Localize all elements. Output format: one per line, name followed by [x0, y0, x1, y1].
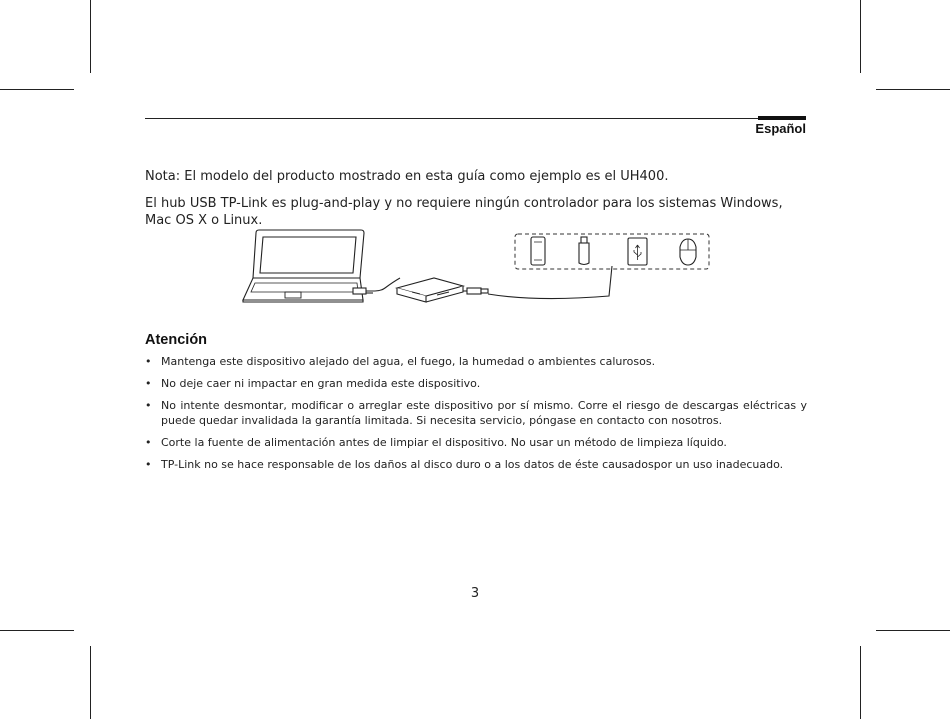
attention-heading: Atención: [145, 332, 208, 348]
crop-mark-bottom-left-horizontal: [0, 630, 74, 631]
mouse-icon: [680, 239, 696, 265]
crop-mark-bottom-left-vertical: [90, 646, 91, 719]
bullet: •: [145, 458, 152, 471]
product-note: Nota: El modelo del producto mostrado en esta guía como ejemplo es el UH400.: [145, 169, 669, 184]
usb-hub-icon: [397, 278, 463, 302]
intro-paragraph: El hub USB TP-Link es plug-and-play y no requiere ningún controlador para los sistemas Windows, Mac OS X o Linux.: [145, 196, 783, 228]
bullet: •: [145, 399, 152, 412]
bullet: •: [145, 377, 152, 390]
list-item: [145, 354, 807, 369]
warning-list: [145, 354, 807, 479]
header-rule: [145, 118, 806, 119]
crop-mark-bottom-right-horizontal: [876, 630, 950, 631]
usb-device-icon: [628, 238, 647, 265]
bullet: •: [145, 355, 152, 368]
crop-mark-top-left-vertical: [90, 0, 91, 73]
language-tab-marker: [758, 116, 806, 120]
crop-mark-top-left-horizontal: [0, 89, 74, 90]
warning-text: Corte la fuente de alimentación antes de limpiar el dispositivo. No usar un método de limpieza líquido.: [161, 436, 727, 449]
language-label: Español: [755, 121, 806, 136]
warning-text: No deje caer ni impactar en gran medida este dispositivo.: [161, 377, 481, 390]
warning-text: TP-Link no se hace responsable de los daños al disco duro o a los datos de éste causadospor un uso inadecuado.: [161, 458, 784, 471]
list-item: [145, 376, 807, 391]
warning-text: Mantenga este dispositivo alejado del agua, el fuego, la humedad o ambientes calurosos.: [161, 355, 656, 368]
laptop-icon: [243, 230, 364, 302]
crop-mark-top-right-horizontal: [876, 89, 950, 90]
crop-mark-top-right-vertical: [860, 0, 861, 73]
warning-text: No intente desmontar, modificar o arreglar este dispositivo por sí mismo. Corre el riesgo de descargas eléctricas y puede quedar invalidada la garantía limitada. Si necesita servicio, póngase en contacto con nosotros.: [161, 399, 807, 427]
crop-mark-bottom-right-vertical: [860, 646, 861, 719]
list-item: [145, 398, 807, 428]
smartphone-icon: [531, 237, 545, 265]
usb-flash-drive-icon: [579, 237, 589, 265]
page-number: 3: [470, 586, 480, 601]
list-item: [145, 457, 807, 472]
bullet: •: [145, 436, 152, 449]
connection-diagram: [237, 222, 717, 322]
list-item: [145, 435, 807, 450]
